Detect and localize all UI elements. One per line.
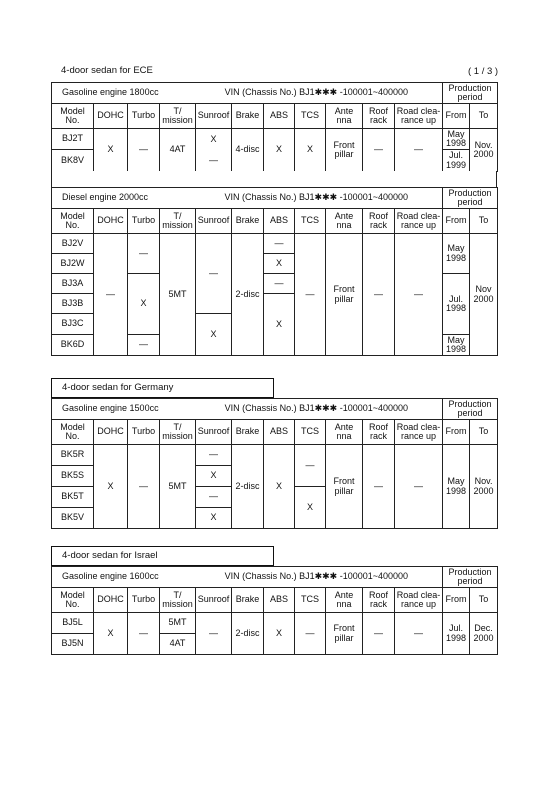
col-tcs: TCS bbox=[295, 104, 326, 129]
roof-rack-cell: — bbox=[363, 234, 395, 356]
to-cell: Dec. 2000 bbox=[470, 613, 498, 655]
brake-cell: 2-disc bbox=[232, 234, 264, 356]
dohc-cell: X bbox=[94, 129, 128, 172]
from-cell: May 1998 bbox=[443, 234, 470, 274]
abs-cell: — bbox=[264, 234, 295, 254]
col-antenna: Ante nna bbox=[326, 104, 363, 129]
ece-gasoline-table bbox=[51, 82, 498, 172]
road-clearance-cell: — bbox=[395, 234, 443, 356]
tcs-cell: X bbox=[295, 129, 326, 172]
col-brake: Brake bbox=[232, 104, 264, 129]
tcs-cell: — bbox=[295, 613, 326, 655]
roof-rack-cell: — bbox=[363, 613, 395, 655]
from-cell: May 1998 bbox=[443, 129, 470, 150]
model-cell: BJ5L bbox=[52, 613, 94, 634]
abs-cell: X bbox=[264, 254, 295, 274]
sunroof-cell: — bbox=[196, 445, 232, 466]
col-roof-rack: Roof rack bbox=[363, 209, 395, 234]
col-roof-rack: Roof rack bbox=[363, 420, 395, 445]
production-period-header: Production period bbox=[443, 188, 498, 209]
germany-title-text: 4-door sedan for Germany bbox=[62, 382, 174, 393]
table-row bbox=[52, 445, 498, 466]
transmission-cell: 5MT bbox=[160, 613, 196, 634]
col-transmission: T/ mission bbox=[160, 104, 196, 129]
turbo-cell: — bbox=[128, 613, 160, 655]
col-brake: Brake bbox=[232, 209, 264, 234]
brake-cell: 4-disc bbox=[232, 129, 264, 172]
col-from: From bbox=[443, 420, 470, 445]
col-brake: Brake bbox=[232, 588, 264, 613]
col-transmission: T/ mission bbox=[160, 209, 196, 234]
section-gap bbox=[51, 171, 497, 187]
table-row bbox=[52, 613, 498, 634]
from-cell: Jul. 1999 bbox=[443, 150, 470, 172]
antenna-cell: Front pillar bbox=[326, 445, 363, 529]
vin-label: VIN (Chassis No.) BJ1✱✱✱ -100001~400000 bbox=[224, 403, 409, 414]
abs-cell: — bbox=[264, 274, 295, 294]
sunroof-cell: X bbox=[196, 466, 232, 487]
road-clearance-cell: — bbox=[395, 445, 443, 529]
col-turbo: Turbo bbox=[128, 420, 160, 445]
sunroof-cell: X bbox=[196, 129, 232, 150]
col-sunroof: Sunroof bbox=[196, 209, 232, 234]
sunroof-cell: — bbox=[196, 487, 232, 508]
tcs-cell: — bbox=[295, 234, 326, 356]
sunroof-cell: X bbox=[196, 508, 232, 529]
from-cell: May 1998 bbox=[443, 445, 470, 529]
model-cell: BK5T bbox=[52, 487, 94, 508]
from-cell: Jul. 1998 bbox=[443, 274, 470, 335]
ece-diesel-table bbox=[51, 187, 498, 356]
model-cell: BJ2W bbox=[52, 254, 94, 274]
model-cell: BK5S bbox=[52, 466, 94, 487]
vin-label: VIN (Chassis No.) BJ1✱✱✱ -100001~400000 bbox=[224, 87, 409, 98]
road-clearance-cell: — bbox=[395, 613, 443, 655]
sunroof-cell: — bbox=[196, 234, 232, 314]
col-roof-rack: Roof rack bbox=[363, 588, 395, 613]
engine-label: Gasoline engine 1600cc bbox=[62, 571, 159, 582]
col-antenna: Ante nna bbox=[326, 209, 363, 234]
col-model: Model No. bbox=[52, 420, 94, 445]
col-road-clearance: Road clea- rance up bbox=[395, 588, 443, 613]
abs-cell: X bbox=[264, 613, 295, 655]
col-from: From bbox=[443, 588, 470, 613]
model-cell: BJ5N bbox=[52, 634, 94, 655]
col-antenna: Ante nna bbox=[326, 588, 363, 613]
engine-line bbox=[52, 567, 443, 588]
col-tcs: TCS bbox=[295, 209, 326, 234]
col-dohc: DOHC bbox=[94, 588, 128, 613]
col-abs: ABS bbox=[264, 104, 295, 129]
transmission-cell: 5MT bbox=[160, 445, 196, 529]
col-model: Model No. bbox=[52, 209, 94, 234]
transmission-cell: 5MT bbox=[160, 234, 196, 356]
model-cell: BJ2T bbox=[52, 129, 94, 150]
germany-section-title bbox=[51, 378, 274, 398]
turbo-cell: — bbox=[128, 129, 160, 172]
col-from: From bbox=[443, 209, 470, 234]
vin-label: VIN (Chassis No.) BJ1✱✱✱ -100001~400000 bbox=[224, 571, 409, 582]
model-cell: BK5R bbox=[52, 445, 94, 466]
col-tcs: TCS bbox=[295, 588, 326, 613]
model-cell: BK6D bbox=[52, 335, 94, 356]
col-brake: Brake bbox=[232, 420, 264, 445]
page-number: ( 1 / 3 ) bbox=[468, 66, 499, 77]
production-period-header: Production period bbox=[443, 567, 498, 588]
dohc-cell: X bbox=[94, 613, 128, 655]
engine-label: Gasoline engine 1800cc bbox=[62, 87, 159, 98]
model-cell: BJ2V bbox=[52, 234, 94, 254]
col-road-clearance: Road clea- rance up bbox=[395, 104, 443, 129]
model-cell: BJ3A bbox=[52, 274, 94, 294]
brake-cell: 2-disc bbox=[232, 445, 264, 529]
col-to: To bbox=[470, 588, 498, 613]
col-turbo: Turbo bbox=[128, 104, 160, 129]
dohc-cell: X bbox=[94, 445, 128, 529]
model-cell: BK5V bbox=[52, 508, 94, 529]
dohc-cell: — bbox=[94, 234, 128, 356]
roof-rack-cell: — bbox=[363, 129, 395, 172]
from-cell: Jul. 1998 bbox=[443, 613, 470, 655]
to-cell: Nov. 2000 bbox=[470, 129, 498, 172]
road-clearance-cell: — bbox=[395, 129, 443, 172]
antenna-cell: Front pillar bbox=[326, 613, 363, 655]
col-abs: ABS bbox=[264, 209, 295, 234]
model-cell: BJ3C bbox=[52, 314, 94, 335]
ece-section-title bbox=[51, 62, 501, 82]
ece-title-text: 4-door sedan for ECE bbox=[61, 65, 153, 76]
col-transmission: T/ mission bbox=[160, 588, 196, 613]
col-to: To bbox=[470, 209, 498, 234]
col-road-clearance: Road clea- rance up bbox=[395, 420, 443, 445]
germany-gasoline-table bbox=[51, 398, 498, 529]
turbo-cell: X bbox=[128, 274, 160, 335]
col-sunroof: Sunroof bbox=[196, 420, 232, 445]
transmission-cell: 4AT bbox=[160, 634, 196, 655]
col-to: To bbox=[470, 420, 498, 445]
table-row bbox=[52, 129, 498, 150]
col-roof-rack: Roof rack bbox=[363, 104, 395, 129]
turbo-cell: — bbox=[128, 335, 160, 356]
production-period-header: Production period bbox=[443, 399, 498, 420]
engine-line bbox=[52, 399, 443, 420]
tcs-cell: — bbox=[295, 445, 326, 487]
israel-gasoline-table bbox=[51, 566, 498, 655]
col-model: Model No. bbox=[52, 588, 94, 613]
col-turbo: Turbo bbox=[128, 588, 160, 613]
vin-label: VIN (Chassis No.) BJ1✱✱✱ -100001~400000 bbox=[224, 192, 408, 203]
sunroof-cell: X bbox=[196, 314, 232, 356]
col-tcs: TCS bbox=[295, 420, 326, 445]
table-row bbox=[52, 234, 498, 254]
abs-cell: X bbox=[264, 445, 295, 529]
transmission-cell: 4AT bbox=[160, 129, 196, 172]
abs-cell: X bbox=[264, 129, 295, 172]
col-abs: ABS bbox=[264, 588, 295, 613]
col-antenna: Ante nna bbox=[326, 420, 363, 445]
engine-label: Diesel engine 2000cc bbox=[62, 192, 149, 203]
turbo-cell: — bbox=[128, 234, 160, 274]
to-cell: Nov 2000 bbox=[470, 234, 498, 356]
antenna-cell: Front pillar bbox=[326, 129, 363, 172]
engine-line bbox=[52, 188, 443, 209]
col-dohc: DOHC bbox=[94, 209, 128, 234]
col-from: From bbox=[443, 104, 470, 129]
sunroof-cell: — bbox=[196, 613, 232, 655]
col-dohc: DOHC bbox=[94, 420, 128, 445]
engine-line bbox=[52, 83, 443, 104]
col-sunroof: Sunroof bbox=[196, 588, 232, 613]
col-to: To bbox=[470, 104, 498, 129]
col-dohc: DOHC bbox=[94, 104, 128, 129]
brake-cell: 2-disc bbox=[232, 613, 264, 655]
col-turbo: Turbo bbox=[128, 209, 160, 234]
turbo-cell: — bbox=[128, 445, 160, 529]
roof-rack-cell: — bbox=[363, 445, 395, 529]
abs-cell: X bbox=[264, 294, 295, 356]
tcs-cell: X bbox=[295, 487, 326, 529]
from-cell: May 1998 bbox=[443, 335, 470, 356]
sunroof-cell: — bbox=[196, 150, 232, 172]
col-abs: ABS bbox=[264, 420, 295, 445]
col-road-clearance: Road clea- rance up bbox=[395, 209, 443, 234]
production-period-header: Production period bbox=[443, 83, 498, 104]
israel-section-title bbox=[51, 546, 274, 566]
col-sunroof: Sunroof bbox=[196, 104, 232, 129]
col-model: Model No. bbox=[52, 104, 94, 129]
model-cell: BJ3B bbox=[52, 294, 94, 314]
israel-title-text: 4-door sedan for Israel bbox=[62, 550, 158, 561]
antenna-cell: Front pillar bbox=[326, 234, 363, 356]
model-cell: BK8V bbox=[52, 150, 94, 172]
to-cell: Nov. 2000 bbox=[470, 445, 498, 529]
col-transmission: T/ mission bbox=[160, 420, 196, 445]
engine-label: Gasoline engine 1500cc bbox=[62, 403, 159, 414]
